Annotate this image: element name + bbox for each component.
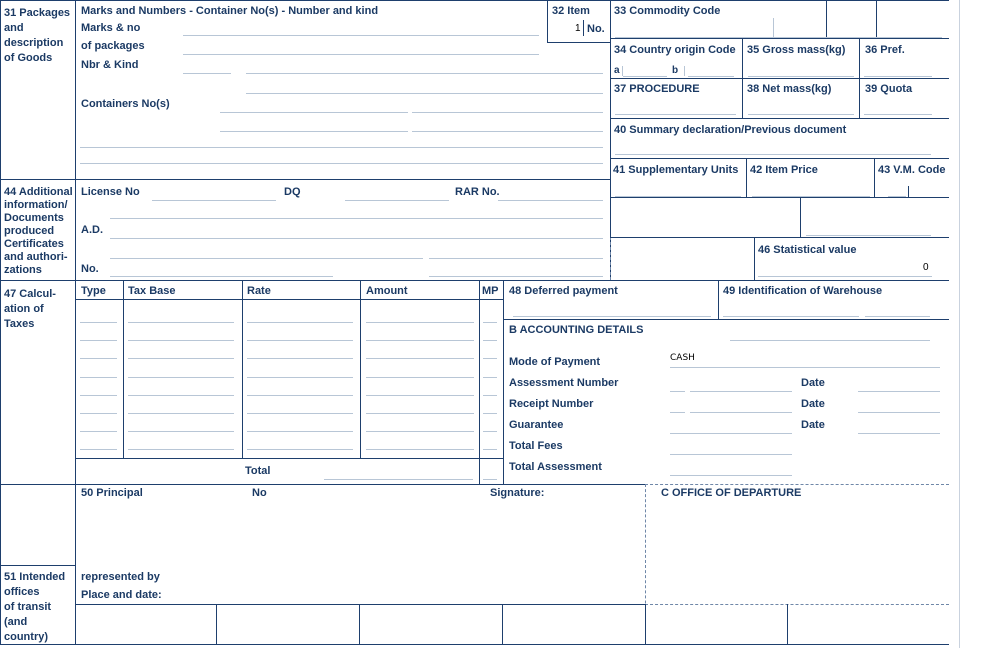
col-mp: MP	[482, 285, 499, 297]
total-label: Total	[245, 465, 271, 477]
tax-field-line[interactable]	[366, 413, 474, 414]
assessment-number-field[interactable]	[690, 391, 792, 392]
col-tax-base: Tax Base	[128, 285, 176, 297]
box49-field-1[interactable]	[723, 316, 859, 317]
tax-field-line[interactable]	[128, 395, 234, 396]
box46-label: 46 Statistical value	[758, 244, 857, 256]
box31-label: 31 Packages and description of Goods	[4, 7, 71, 64]
ad-label: A.D.	[81, 224, 103, 236]
tax-field-line[interactable]	[366, 431, 474, 432]
tax-field-line[interactable]	[80, 377, 117, 378]
row-separator-47	[0, 280, 949, 281]
rar-label: RAR No.	[455, 186, 500, 198]
tax-field-line[interactable]	[483, 377, 497, 378]
box38-field[interactable]	[748, 114, 854, 115]
box50-label: 50 Principal	[81, 487, 143, 499]
guarantee-date-label: Date	[801, 419, 825, 431]
tax-field-line[interactable]	[247, 431, 353, 432]
tax-field-line[interactable]	[247, 413, 353, 414]
item-no-label: No.	[587, 23, 605, 35]
box38-label: 38 Net mass(kg)	[747, 83, 832, 95]
tax-field-line[interactable]	[128, 377, 234, 378]
total-fees-field[interactable]	[670, 454, 792, 455]
col-amount: Amount	[366, 285, 408, 297]
assessment-number-label: Assessment Number	[509, 377, 619, 389]
tax-field-line[interactable]	[483, 358, 497, 359]
tax-field-line[interactable]	[80, 449, 117, 450]
tax-field-line[interactable]	[80, 413, 117, 414]
box47-label: 47 Calcul- ation of Taxes	[4, 288, 56, 330]
total-field[interactable]	[324, 479, 473, 480]
box48-field[interactable]	[513, 316, 711, 317]
tax-field-line[interactable]	[128, 340, 234, 341]
box44-label: 44 Additional information/ Documents produced Certificates and authori- zations	[4, 186, 73, 276]
box34-label: 34 Country origin Code	[614, 44, 736, 56]
row34-top	[610, 38, 949, 39]
left-border	[0, 0, 1, 645]
tax-field-line[interactable]	[128, 413, 234, 414]
row-separator-44	[0, 179, 610, 180]
left-label-column	[75, 0, 76, 645]
tax-field-line[interactable]	[80, 322, 117, 323]
tax-field-line[interactable]	[366, 377, 474, 378]
box36-label: 36 Pref.	[865, 44, 905, 56]
top-border	[0, 0, 949, 1]
box37-label: 37 PROCEDURE	[614, 83, 700, 95]
tax-field-line[interactable]	[366, 340, 474, 341]
tax-field-line[interactable]	[483, 449, 497, 450]
box33-div2	[876, 0, 877, 38]
box34a-field[interactable]	[623, 76, 667, 77]
right-edge	[959, 0, 960, 648]
row-separator-51	[0, 565, 75, 566]
box32-label: 32 Item	[552, 5, 590, 17]
tax-field-line[interactable]	[247, 449, 353, 450]
box33-label: 33 Commodity Code	[614, 5, 721, 17]
mode-of-payment-field[interactable]	[670, 367, 940, 368]
license-label: License No	[81, 186, 140, 198]
marks-title: Marks and Numbers - Container No(s) - Number and kind	[81, 5, 379, 17]
tax-field-line[interactable]	[80, 340, 117, 341]
receipt-number-field[interactable]	[690, 412, 792, 413]
box39-field[interactable]	[864, 114, 932, 115]
receipt-date-field[interactable]	[858, 412, 940, 413]
tax-field-line[interactable]	[483, 322, 497, 323]
accounting-title: B ACCOUNTING DETAILS	[509, 324, 644, 336]
principal-no-label: No	[252, 487, 267, 499]
total-assessment-label: Total Assessment	[509, 461, 602, 473]
represented-by-label: represented by	[81, 571, 160, 583]
box48-label: 48 Deferred payment	[509, 285, 618, 297]
nbr-kind-label: Nbr & Kind	[81, 59, 139, 71]
box32-bottom	[547, 42, 610, 43]
box40-field[interactable]	[615, 154, 931, 155]
guarantee-label: Guarantee	[509, 419, 564, 431]
box42-label: 42 Item Price	[750, 164, 818, 176]
tax-field-line[interactable]	[483, 395, 497, 396]
tax-field-line[interactable]	[80, 431, 117, 432]
item-no-divider	[583, 20, 584, 36]
box43-label: 43 V.M. Code	[878, 164, 946, 176]
tax-field-line[interactable]	[247, 322, 353, 323]
tax-field-line[interactable]	[366, 449, 474, 450]
tax-field-line[interactable]	[128, 358, 234, 359]
box34b-field[interactable]	[688, 76, 734, 77]
dq-label: DQ	[284, 186, 301, 198]
receipt-date-label: Date	[801, 398, 825, 410]
box40-label: 40 Summary declaration/Previous document	[614, 124, 847, 136]
box34a-label: a	[614, 65, 620, 76]
box45-field[interactable]	[806, 235, 931, 236]
containers-label: Containers No(s)	[81, 98, 170, 110]
col-type: Type	[81, 285, 106, 297]
box49-field-2[interactable]	[865, 316, 930, 317]
marks-no-label: Marks & no	[81, 22, 141, 34]
mode-of-payment-value: CASH	[670, 353, 695, 363]
statistical-value: 0	[923, 262, 929, 273]
col-rate: Rate	[247, 285, 271, 297]
box34b-label: b	[672, 65, 679, 76]
row-separator-50	[0, 484, 645, 485]
tax-field-line[interactable]	[128, 449, 234, 450]
no-label: No.	[81, 263, 99, 275]
guarantee-date-field[interactable]	[858, 433, 940, 434]
box32-left	[547, 0, 548, 42]
box51-label: 51 Intended offices of transit (and country)	[4, 571, 66, 643]
office-departure-label: C OFFICE OF DEPARTURE	[661, 487, 802, 499]
tax-field-line[interactable]	[483, 431, 497, 432]
tax-field-line[interactable]	[128, 322, 234, 323]
tax-field-line[interactable]	[483, 340, 497, 341]
box35-label: 35 Gross mass(kg)	[747, 44, 846, 56]
total-fees-label: Total Fees	[509, 440, 563, 452]
bottom-border	[0, 644, 949, 645]
box37-field[interactable]	[615, 114, 736, 115]
tax-field-line[interactable]	[247, 377, 353, 378]
signature-label: Signature:	[490, 487, 545, 499]
guarantee-field[interactable]	[670, 433, 792, 434]
tax-field-line[interactable]	[366, 395, 474, 396]
tax-field-line[interactable]	[366, 358, 474, 359]
item-number-value: 1	[575, 23, 581, 34]
box35-field[interactable]	[748, 76, 854, 77]
transit-row-top	[75, 604, 645, 605]
assessment-date-label: Date	[801, 377, 825, 389]
total-assessment-field[interactable]	[670, 475, 792, 476]
tax-field-line[interactable]	[483, 413, 497, 414]
box41-label: 41 Supplementary Units	[613, 164, 739, 176]
assessment-date-field[interactable]	[858, 391, 940, 392]
tax-field-line[interactable]	[247, 340, 353, 341]
tax-field-line[interactable]	[366, 322, 474, 323]
place-date-label: Place and date:	[81, 589, 162, 601]
box33-div1	[826, 0, 827, 38]
box49-label: 49 Identification of Warehouse	[723, 285, 883, 297]
box46-field[interactable]	[758, 276, 932, 277]
of-packages-label: of packages	[81, 40, 145, 52]
mode-of-payment-label: Mode of Payment	[509, 356, 601, 368]
tax-field-line[interactable]	[80, 395, 117, 396]
receipt-number-label: Receipt Number	[509, 398, 594, 410]
tax-field-line[interactable]	[247, 358, 353, 359]
box36-field[interactable]	[864, 76, 932, 77]
tax-field-line[interactable]	[128, 431, 234, 432]
tax-field-line[interactable]	[80, 358, 117, 359]
tax-field-line[interactable]	[247, 395, 353, 396]
box39-label: 39 Quota	[865, 83, 913, 95]
